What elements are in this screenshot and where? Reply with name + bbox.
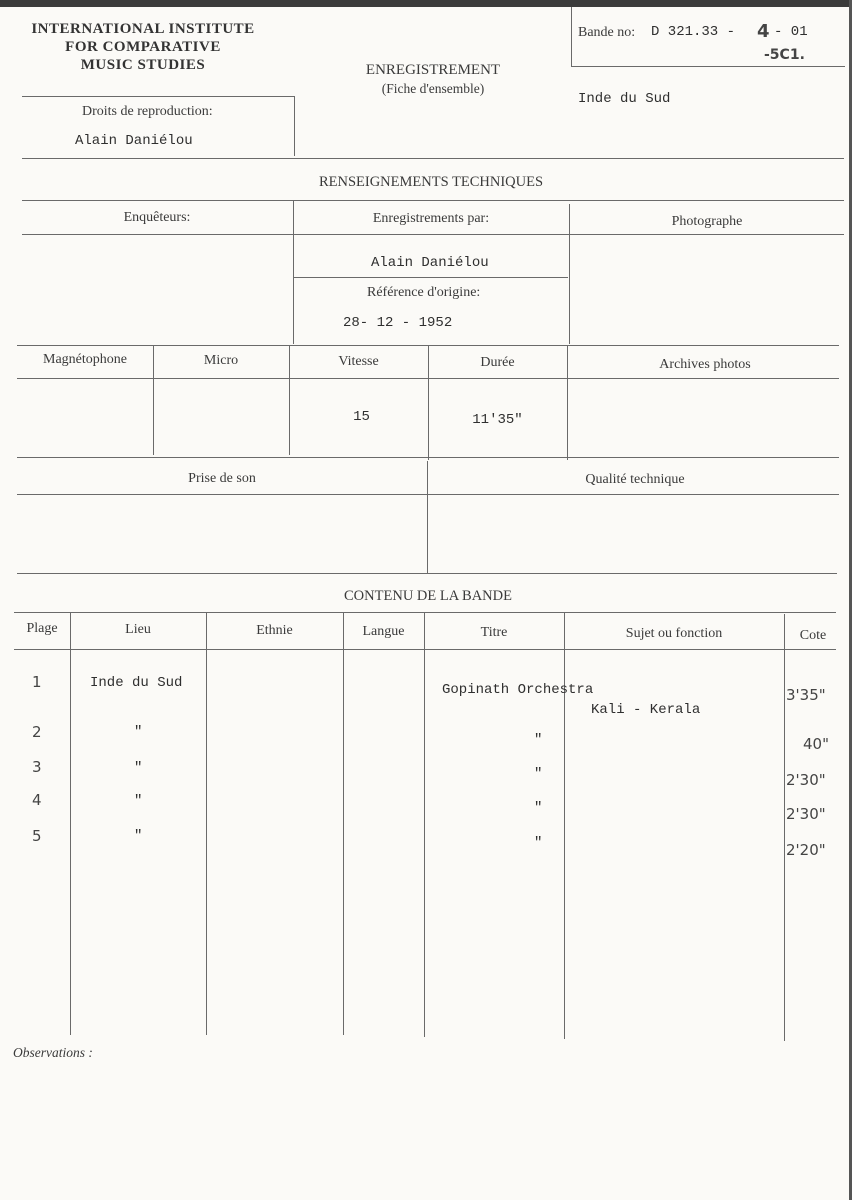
bande-handwritten-note: -5C1. [764,47,805,63]
micro-label: Micro [203,353,239,368]
qualite-technique-label: Qualité technique [585,472,685,487]
row-2-titre: " [534,732,543,748]
row-4-plage: 4 [32,791,42,809]
row-5-plage: 5 [32,827,42,845]
region-value: Inde du Sud [578,91,671,107]
observations-label: Observations : [13,1045,93,1060]
institute-name [18,20,268,74]
row-5-titre: " [534,835,543,851]
photographe-label: Photographe [671,214,743,229]
enregistrements-label: Enregistrements par: [372,211,490,226]
col-langue: Langue [362,624,405,639]
row-4-lieu: " [134,793,143,809]
vitesse-label: Vitesse [338,354,379,369]
row-4-titre: " [534,800,543,816]
archives-label: Archives photos [659,357,751,372]
row-2-plage: 2 [32,723,42,741]
form-subtitle: (Fiche d'ensemble) [381,81,485,96]
institute-line-3: MUSIC STUDIES [80,57,206,73]
col-plage: Plage [26,621,58,636]
rights-label: Droits de reproduction: [82,104,213,119]
prise-de-son-label: Prise de son [188,471,256,486]
technical-section-title: RENSEIGNEMENTS TECHNIQUES [318,174,544,190]
row-2-cote: 40" [803,735,829,753]
col-lieu: Lieu [125,622,151,637]
enqueteurs-label: Enquêteurs: [123,210,191,225]
col-titre: Titre [480,625,508,640]
institute-line-2: FOR COMPARATIVE [65,39,221,55]
col-sujet: Sujet ou fonction [625,626,723,641]
row-3-titre: " [534,766,543,782]
magnetophone-label: Magnétophone [43,352,127,367]
bande-handwritten-digit: 4 [757,21,770,42]
col-ethnie: Ethnie [256,623,293,638]
reference-label: Référence d'origine: [367,285,481,300]
duree-value: 11'35" [472,412,523,428]
institute-line-1: INTERNATIONAL INSTITUTE [31,21,255,37]
reference-value: 28- 12 - 1952 [343,315,453,331]
row-3-lieu: " [134,760,143,776]
row-3-cote: 2'30" [786,771,826,789]
row-1-sujet: Kali - Kerala [591,702,701,718]
contents-section-title: CONTENU DE LA BANDE [344,588,512,604]
row-2-lieu: " [134,724,143,740]
row-1-plage: 1 [32,673,42,691]
duree-label: Durée [480,355,515,370]
bande-suffix: - 01 [774,24,808,40]
col-cote: Cote [799,628,827,643]
enregistrements-value: Alain Daniélou [371,255,489,271]
row-1-cote: 3'35" [786,686,826,704]
row-5-lieu: " [134,828,143,844]
row-1-titre: Gopinath Orchestra [442,682,594,698]
scan-top-edge [0,0,852,7]
form-title: ENREGISTREMENT [365,62,501,78]
rights-value: Alain Daniélou [75,133,193,149]
row-3-plage: 3 [32,758,42,776]
row-1-lieu: Inde du Sud [90,675,183,691]
row-4-cote: 2'30" [786,805,826,823]
vitesse-value: 15 [353,409,370,425]
bande-label: Bande no: [578,25,636,40]
bande-number: D 321.33 - [651,24,736,40]
row-5-cote: 2'20" [786,841,826,859]
